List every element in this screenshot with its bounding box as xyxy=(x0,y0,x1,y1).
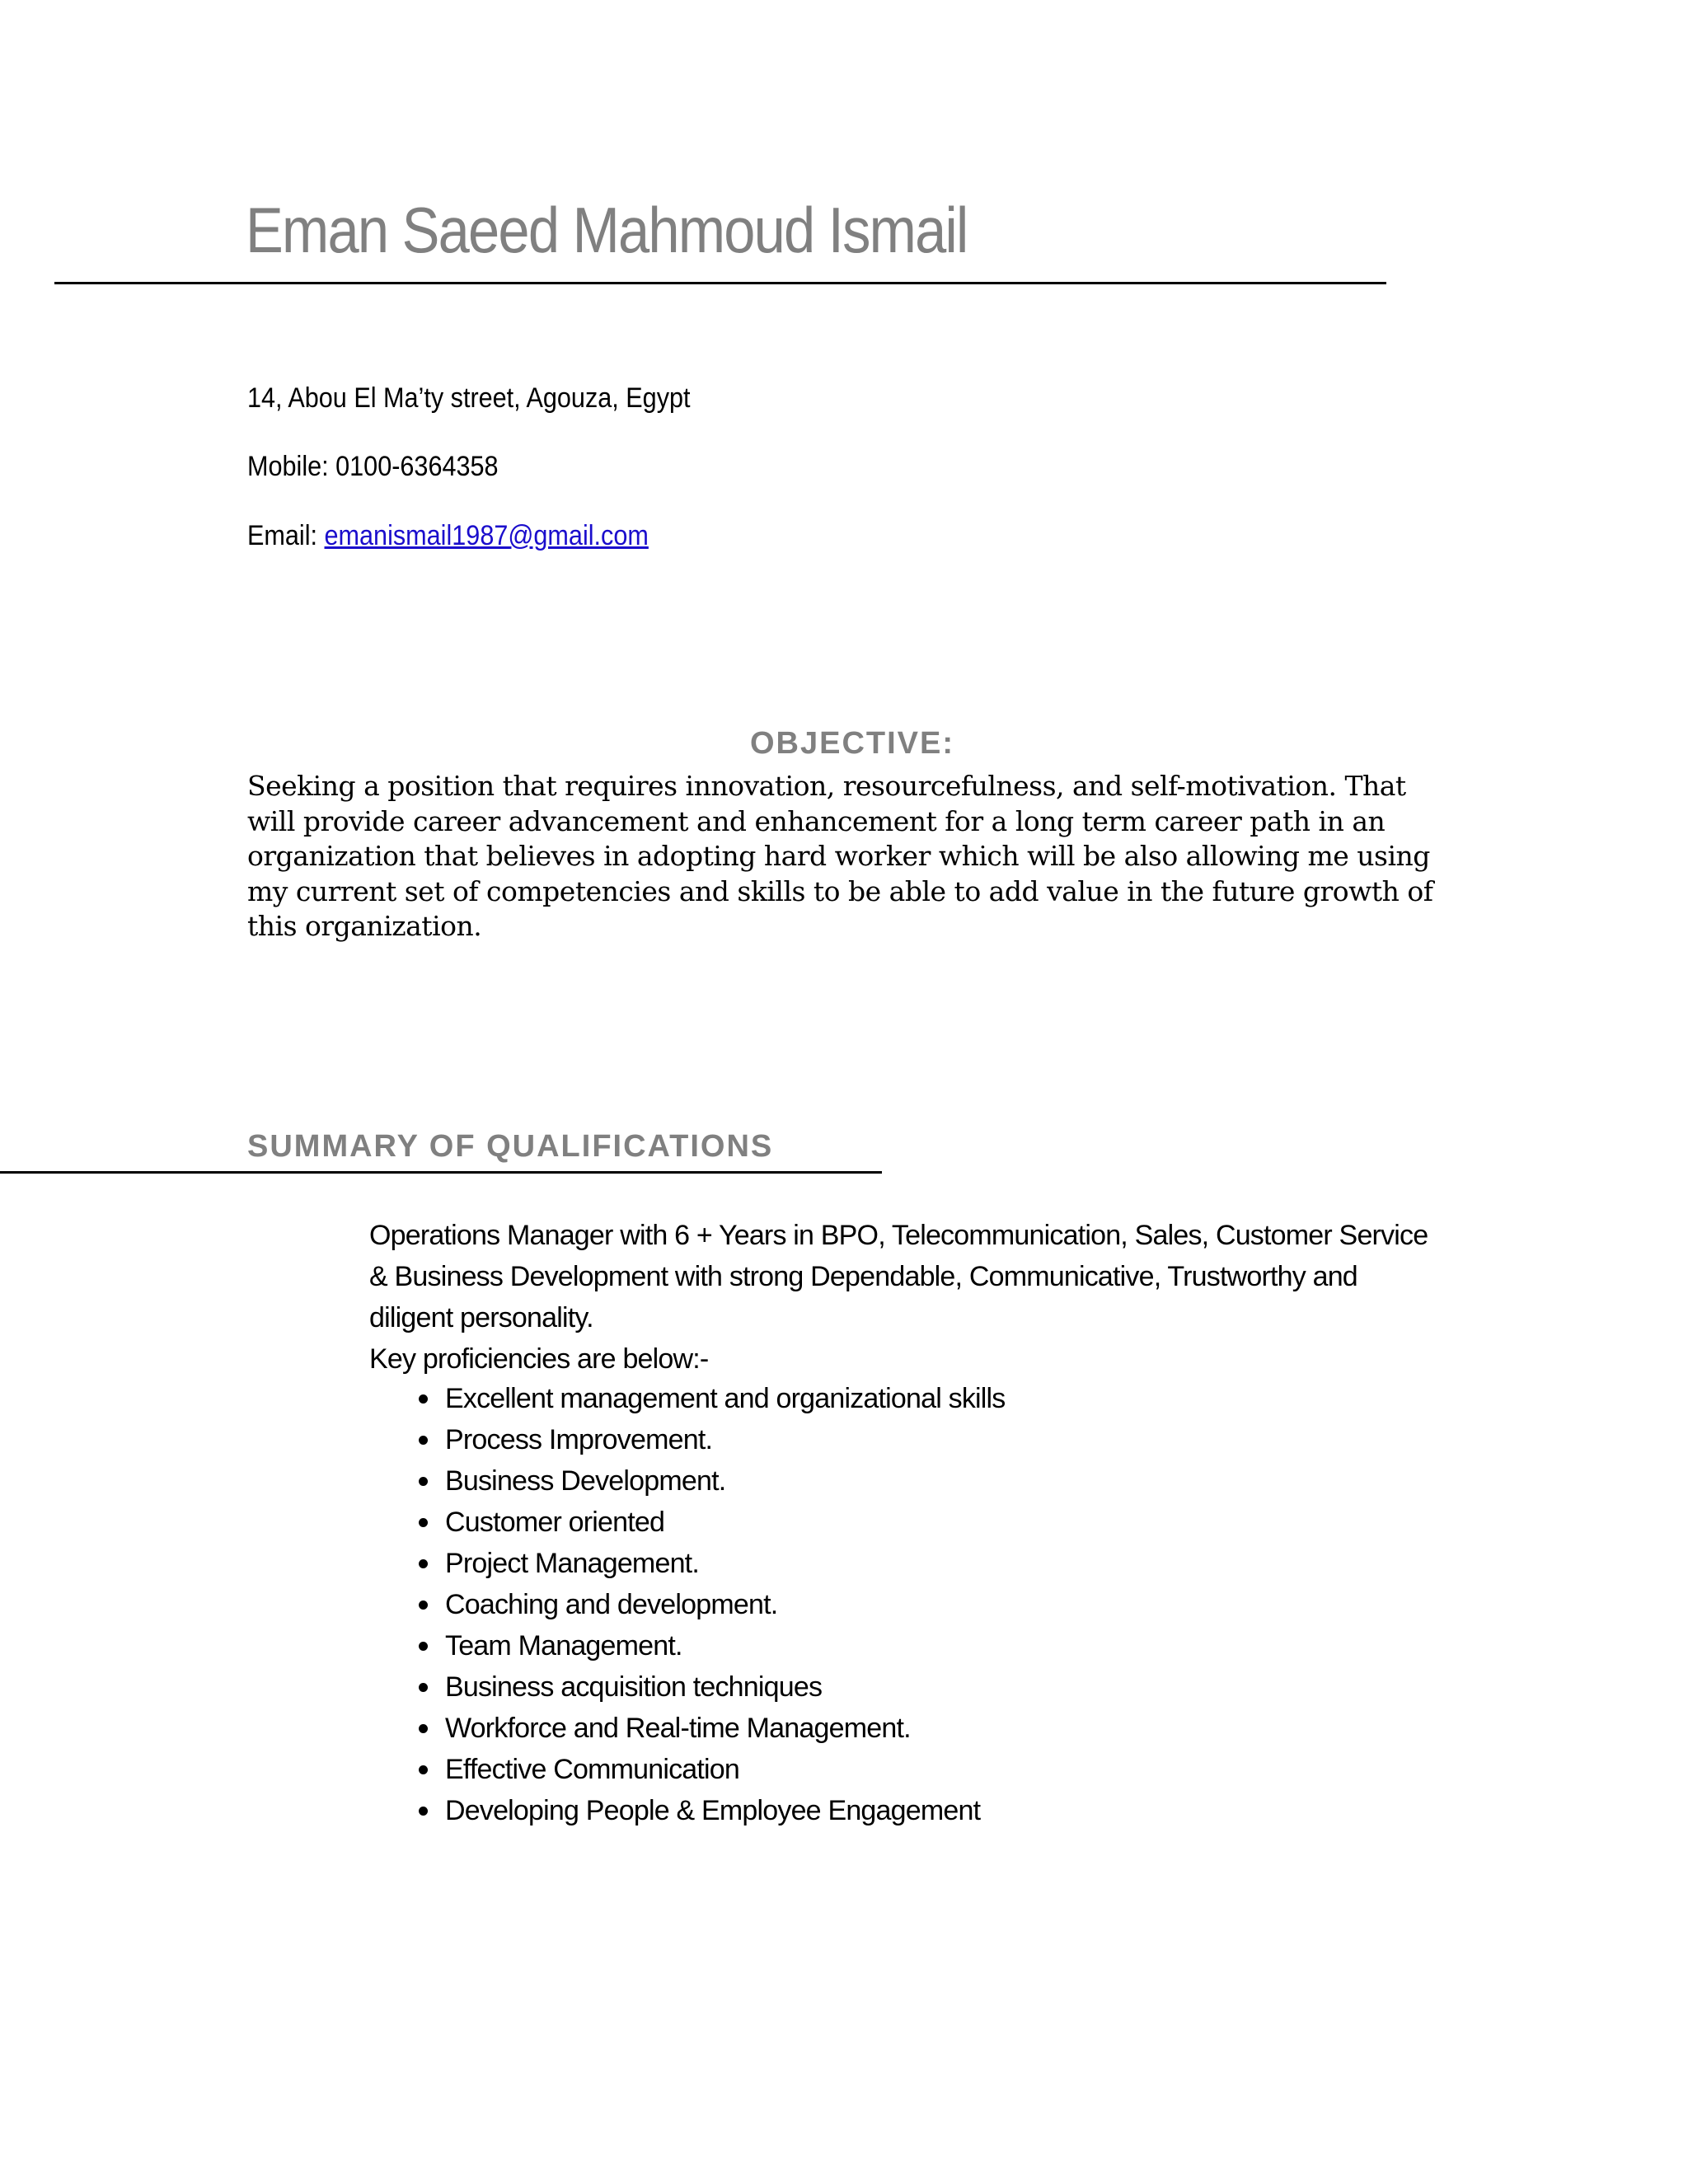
bullet-icon xyxy=(419,1394,428,1404)
bullet-icon xyxy=(419,1724,428,1733)
bullet-icon xyxy=(419,1518,428,1527)
email-label: Email: xyxy=(247,520,325,551)
list-item xyxy=(445,1419,1434,1460)
bullet-icon xyxy=(419,1559,428,1568)
list-item-text: Project Management. xyxy=(445,1548,699,1579)
list-item xyxy=(445,1666,1434,1708)
bullet-icon xyxy=(419,1642,428,1651)
list-item xyxy=(445,1625,1434,1666)
list-item-text: Excellent management and organizational skills xyxy=(445,1383,1006,1414)
summary-divider xyxy=(0,1171,882,1174)
list-item xyxy=(445,1790,1434,1831)
list-item xyxy=(445,1543,1434,1584)
list-item-text: Team Management. xyxy=(445,1630,682,1661)
objective-heading-text: OBJECTIVE: xyxy=(749,726,955,761)
bullet-icon xyxy=(419,1601,428,1610)
bullet-icon xyxy=(419,1477,428,1486)
summary-body xyxy=(369,1215,1441,1380)
bullet-icon xyxy=(419,1683,428,1692)
address-line: 14, Abou El Ma’ty street, Agouza, Egypt xyxy=(247,382,691,414)
list-item-text: Effective Communication xyxy=(445,1754,740,1785)
list-item-text: Developing People & Employee Engagement xyxy=(445,1795,981,1826)
proficiency-list xyxy=(445,1378,1434,1831)
list-item xyxy=(445,1460,1434,1502)
list-item-text: Process Improvement. xyxy=(445,1424,713,1455)
list-item xyxy=(445,1584,1434,1625)
bullet-icon xyxy=(419,1765,428,1774)
mobile-line: Mobile: 0100-6364358 xyxy=(247,451,499,482)
bullet-icon xyxy=(419,1436,428,1445)
email-link[interactable]: emanismail1987@gmail.com xyxy=(324,520,649,551)
list-item xyxy=(445,1708,1434,1749)
list-item-text: Business Development. xyxy=(445,1465,726,1497)
list-item-text: Business acquisition techniques xyxy=(445,1671,823,1703)
candidate-name: Eman Saeed Mahmoud Ismail xyxy=(246,194,968,266)
list-item-text: Customer oriented xyxy=(445,1507,665,1538)
bullet-icon xyxy=(419,1807,428,1816)
summary-intro: Operations Manager with 6 + Years in BPO, Telecommunication, Sales, Customer Service & Business Development with strong Dependable, Communicative, Trustworthy and diligent personality. xyxy=(369,1220,1428,1333)
list-item xyxy=(445,1749,1434,1790)
list-item-text: Workforce and Real-time Management. xyxy=(445,1713,911,1744)
list-item xyxy=(445,1502,1434,1543)
key-proficiencies-label: Key proficiencies are below:- xyxy=(369,1343,709,1375)
objective-paragraph: Seeking a position that requires innovation, resourcefulness, and self-motivation. That will provide career advancement and enhancement for a long term career path in an organization that believes in adopting hard worker which will be also allowing me using my current set of competencies and skills to be able to add value in the future growth of this organization. xyxy=(247,770,1433,942)
header-divider xyxy=(54,282,1386,284)
summary-heading: SUMMARY OF QUALIFICATIONS xyxy=(247,1129,774,1164)
objective-heading xyxy=(0,728,1688,759)
email-line xyxy=(247,522,649,550)
list-item xyxy=(445,1378,1434,1419)
list-item-text: Coaching and development. xyxy=(445,1589,778,1620)
